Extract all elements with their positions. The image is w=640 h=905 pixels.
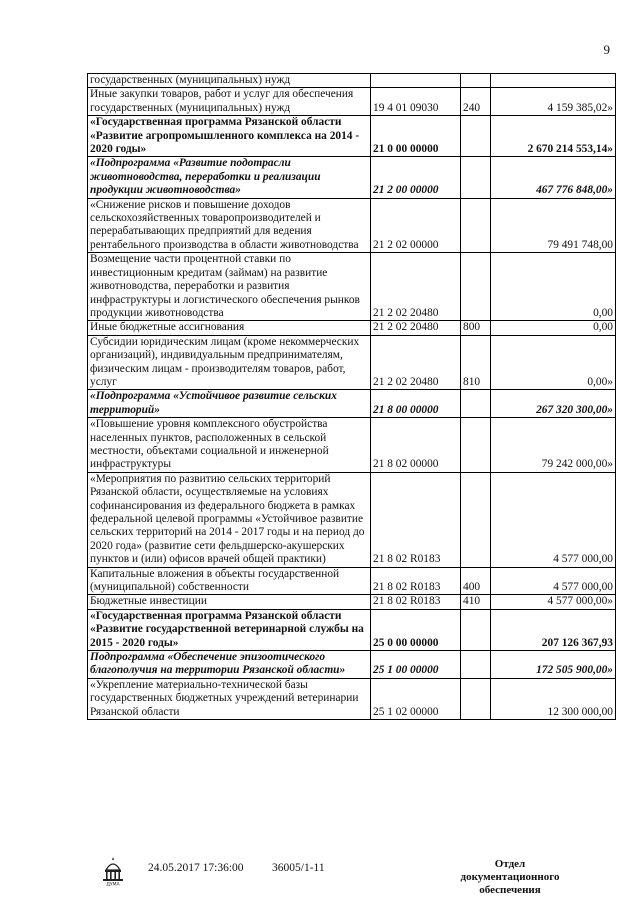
row-amount-cell: 79 491 748,00 <box>491 198 616 253</box>
duma-logo-icon <box>100 856 126 886</box>
row-type-cell <box>461 472 491 567</box>
row-type-cell: 410 <box>461 595 491 609</box>
row-amount-cell: 0,00» <box>491 335 616 390</box>
row-amount-cell: 79 242 000,00» <box>491 418 616 473</box>
row-code-cell: 21 2 02 20480 <box>371 321 461 335</box>
row-code-cell: 21 2 02 20480 <box>371 335 461 390</box>
row-name-cell: «Мероприятия по развитию сельских территорий Рязанской области, осуществляемые на условиях софинансирования из федерального бюджета в рамках федеральной целевой программы «Устойчивое развитие сельских территорий на 2014 - 2017 годы и на период до 2020 года» (развитие сети фельдшерско-акушерских пунктов и (или) офисов врачей общей практики) <box>88 472 371 567</box>
row-type-cell: 240 <box>461 88 491 116</box>
row-name-cell: Капитальные вложения в объекты государственной (муниципальной) собственности <box>88 567 371 595</box>
page-number: 9 <box>603 42 610 57</box>
row-name-cell: Иные бюджетные ассигнования <box>88 321 371 335</box>
table-row <box>88 595 616 609</box>
footer-doc-number: 36005/1-11 <box>272 862 325 874</box>
row-amount-cell: 4 577 000,00» <box>491 595 616 609</box>
budget-table-body <box>88 74 616 720</box>
row-code-cell <box>371 74 461 88</box>
table-row <box>88 321 616 335</box>
table-row <box>88 198 616 253</box>
row-code-cell: 21 8 02 R0183 <box>371 472 461 567</box>
row-name-cell: Иные закупки товаров, работ и услуг для обеспечения государственных (муниципальных) нужд <box>88 88 371 116</box>
row-code-cell: 21 8 00 00000 <box>371 390 461 418</box>
row-type-cell <box>461 609 491 650</box>
table-row <box>88 253 616 321</box>
table-row <box>88 418 616 473</box>
row-name-cell: «Повышение уровня комплексного обустройства населенных пунктов, расположенных в сельской местности, объектами социальной и инженерной инфраструктуры <box>88 418 371 473</box>
table-row <box>88 157 616 198</box>
table-row <box>88 567 616 595</box>
row-name-cell: Субсидии юридическим лицам (кроме некоммерческих организаций), индивидуальным предпринимателям, физическим лицам - производителям товаров, работ, услуг <box>88 335 371 390</box>
row-code-cell: 21 8 02 R0183 <box>371 567 461 595</box>
budget-table <box>87 73 616 720</box>
page-footer <box>0 856 640 896</box>
table-row <box>88 651 616 679</box>
row-type-cell <box>461 157 491 198</box>
row-code-cell: 19 4 01 09030 <box>371 88 461 116</box>
row-amount-cell: 0,00 <box>491 253 616 321</box>
table-row <box>88 335 616 390</box>
row-type-cell <box>461 116 491 157</box>
table-row <box>88 116 616 157</box>
row-type-cell <box>461 198 491 253</box>
row-type-cell <box>461 74 491 88</box>
row-name-cell: «Подпрограмма «Развитие подотрасли животноводства, переработки и реализации продукции животноводства» <box>88 157 371 198</box>
footer-department: Отдел документационного обеспечения <box>460 858 560 896</box>
row-name-cell: Возмещение части процентной ставки по инвестиционным кредитам (займам) на развитие животноводства, переработки и развития инфраструктуры и логистического обеспечения рынков продукции животноводства <box>88 253 371 321</box>
row-name-cell: Бюджетные инвестиции <box>88 595 371 609</box>
row-type-cell <box>461 253 491 321</box>
row-type-cell <box>461 678 491 719</box>
row-type-cell: 400 <box>461 567 491 595</box>
row-type-cell <box>461 390 491 418</box>
row-code-cell: 25 0 00 00000 <box>371 609 461 650</box>
row-name-cell: «Государственная программа Рязанской области «Развитие агропромышленного комплекса на 2014 - 2020 годы» <box>88 116 371 157</box>
row-amount-cell: 207 126 367,93 <box>491 609 616 650</box>
row-amount-cell <box>491 74 616 88</box>
row-code-cell: 25 1 02 00000 <box>371 678 461 719</box>
table-row <box>88 88 616 116</box>
row-amount-cell: 172 505 900,00» <box>491 651 616 679</box>
row-code-cell: 21 0 00 00000 <box>371 116 461 157</box>
table-row <box>88 472 616 567</box>
row-name-cell: «Государственная программа Рязанской области «Развитие государственной ветеринарной службы на 2015 - 2020 годы» <box>88 609 371 650</box>
row-name-cell: «Укрепление материально-технической базы государственных бюджетных учреждений ветеринарии Рязанской области <box>88 678 371 719</box>
row-amount-cell: 4 159 385,02» <box>491 88 616 116</box>
row-amount-cell: 2 670 214 553,14» <box>491 116 616 157</box>
footer-date: 24.05.2017 17:36:00 <box>148 862 244 874</box>
row-type-cell: 800 <box>461 321 491 335</box>
row-name-cell: «Снижение рисков и повышение доходов сельскохозяйственных товаропроизводителей и перерабатывающих предприятий для ведения рентабельного производства в области животноводства <box>88 198 371 253</box>
table-row <box>88 390 616 418</box>
row-amount-cell: 267 320 300,00» <box>491 390 616 418</box>
row-code-cell: 21 2 02 00000 <box>371 198 461 253</box>
row-name-cell: «Подпрограмма «Устойчивое развитие сельских территорий» <box>88 390 371 418</box>
logo-text: ДУМА <box>106 882 120 886</box>
row-type-cell <box>461 651 491 679</box>
row-code-cell: 21 2 02 20480 <box>371 253 461 321</box>
row-code-cell: 21 8 02 R0183 <box>371 595 461 609</box>
row-type-cell <box>461 418 491 473</box>
row-code-cell: 25 1 00 00000 <box>371 651 461 679</box>
row-code-cell: 21 2 00 00000 <box>371 157 461 198</box>
row-amount-cell: 12 300 000,00 <box>491 678 616 719</box>
row-name-cell: государственных (муниципальных) нужд <box>88 74 371 88</box>
row-amount-cell: 467 776 848,00» <box>491 157 616 198</box>
table-row <box>88 74 616 88</box>
row-amount-cell: 4 577 000,00 <box>491 472 616 567</box>
row-amount-cell: 4 577 000,00 <box>491 567 616 595</box>
row-type-cell: 810 <box>461 335 491 390</box>
row-code-cell: 21 8 02 00000 <box>371 418 461 473</box>
table-row <box>88 678 616 719</box>
row-name-cell: Подпрограмма «Обеспечение эпизоотического благополучия на территории Рязанской области» <box>88 651 371 679</box>
row-amount-cell: 0,00 <box>491 321 616 335</box>
table-row <box>88 609 616 650</box>
